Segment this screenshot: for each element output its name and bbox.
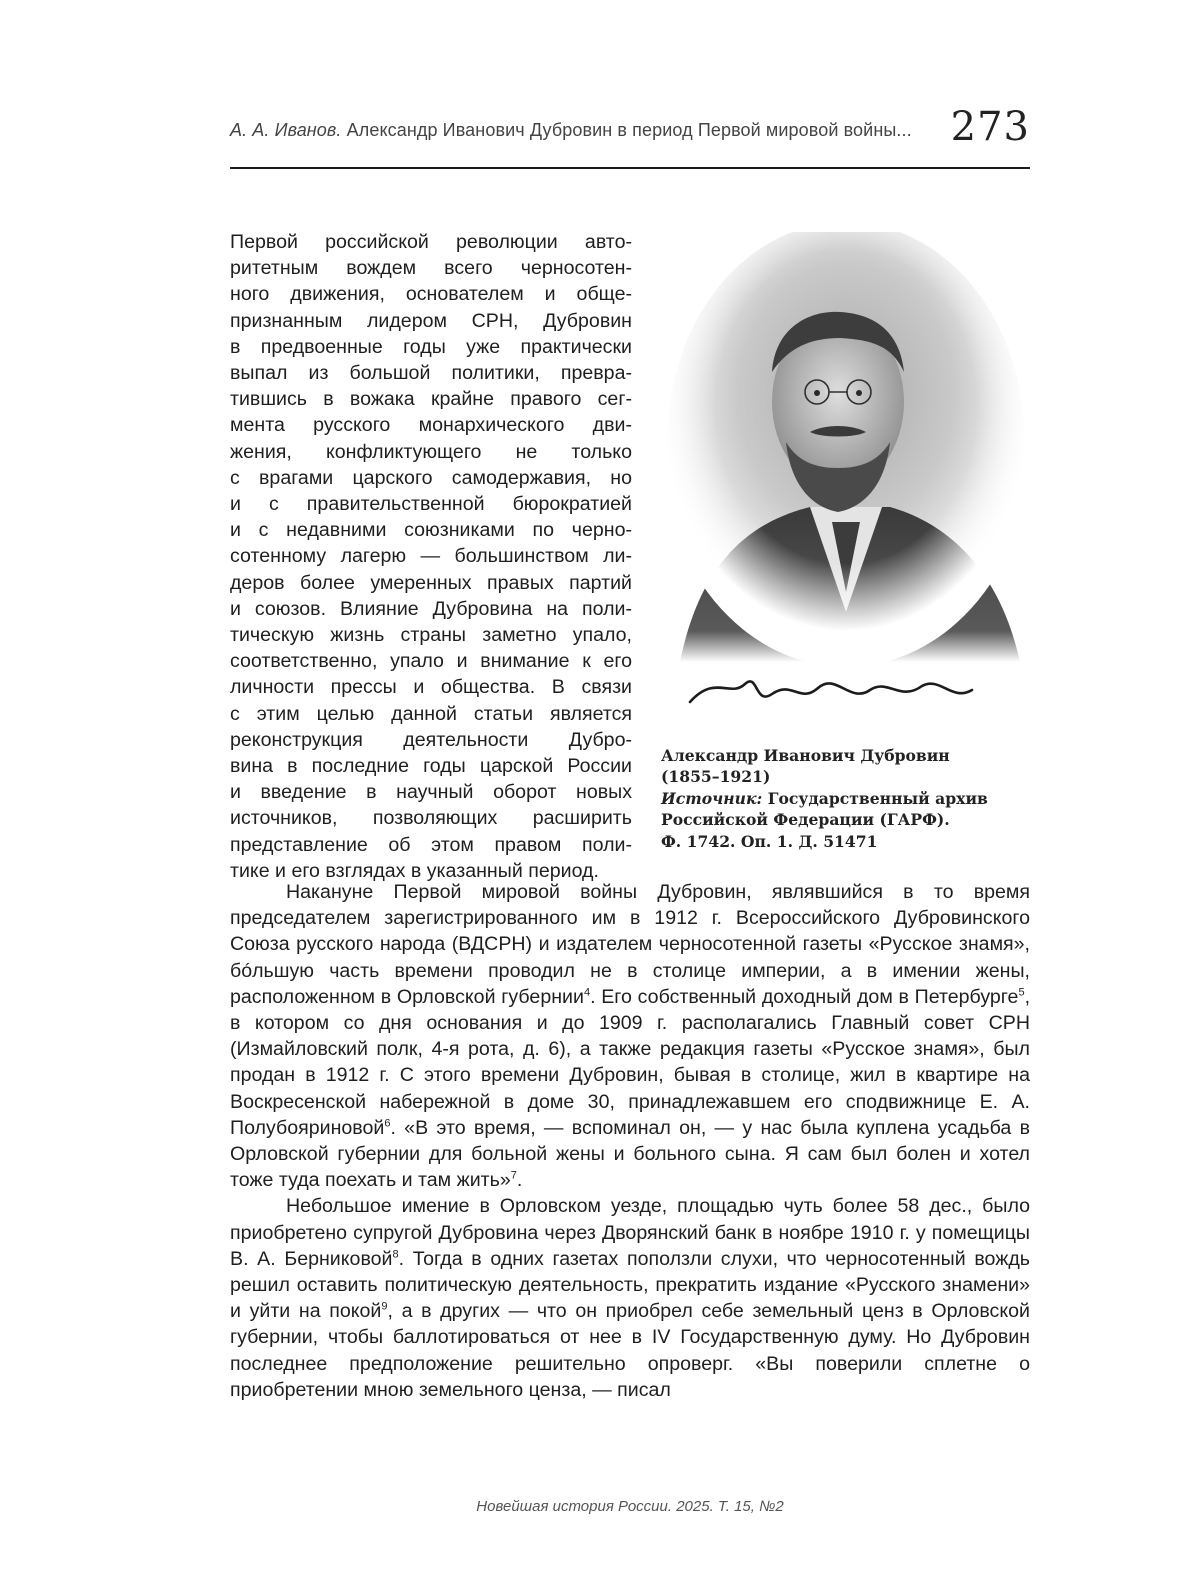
page-footer: Новейшая история России. 2025. Т. 15, №2	[476, 1498, 784, 1515]
portrait-photo	[660, 232, 1032, 732]
column-line: ного движения, основателем и обще-	[230, 283, 632, 306]
column-line: признанным лидером СРН, Дубровин	[230, 309, 632, 332]
column-line: тике и его взглядах в указанный период.	[230, 859, 599, 882]
column-line: деров более умеренных правых партий	[230, 571, 632, 594]
footnote-ref-7[interactable]: 7	[510, 1169, 517, 1182]
column-line: представление об этом правом поли-	[230, 833, 632, 856]
body-text	[230, 879, 1030, 1403]
text-run: Накануне Первой мировой войны Дубровин, являвшийся в то время председателем зарегистрированного им в 1912 г. Всероссийского Дубровинского Союза русского народа (ВДСРН) и издателем черносотенной газеты «Русское знамя», бóльшую часть времени проводил не в столице империи, а в имении жены, расположенном в Орловской губернии	[230, 881, 1030, 1008]
caption-name: Александр Иванович Дубровин	[661, 746, 950, 765]
text-run: . Его собственный доходный дом в Петербурге	[590, 985, 1019, 1008]
column-line: с этим целью данной статьи является	[230, 702, 632, 725]
column-line: вина в последние годы царской России	[230, 755, 632, 778]
column-line: и союзов. Влияние Дубровина на поли-	[230, 597, 632, 620]
page-number: 273	[950, 104, 1030, 150]
column-text	[230, 229, 632, 884]
text-run: , в котором со дня основания и до 1909 г. располагались Главный совет СРН (Измайловский полк, 4-я рота, д. 6), а также редакция газеты «Русское знамя», был продан в 1912 г. С этого времени Дубровин, бывая в столице, жил в квартире на Воскресенской набережной в доме 30, принадлежавшем его сподвижнице Е. А. Полубояриновой	[230, 985, 1031, 1139]
column-line: мента русского монархического дви-	[230, 414, 632, 437]
text-run: Небольшое имение в Орловском уезде, площадью чуть более 58 дес., было приобретено супругой Дубровина через Дворянский банк в ноябре 1910 г. у помещицы В. А. Берниковой	[230, 1195, 1030, 1270]
caption-source-label: Источник:	[661, 788, 763, 808]
caption-source-line-3: Ф. 1742. Оп. 1. Д. 51471	[661, 831, 878, 851]
caption-source-text: Государственный архив	[762, 788, 988, 808]
column-line: с врагами царского самодержавия, но	[230, 466, 632, 489]
column-line: тившись в вожака крайне правого сег-	[230, 388, 632, 411]
column-line: жения, конфликтующего не только	[230, 440, 632, 463]
footnote-ref-9[interactable]: 9	[381, 1300, 388, 1313]
running-author: А. А. Иванов.	[230, 120, 342, 140]
column-line: реконструкция деятельности Дубро-	[230, 728, 632, 751]
column-line: личности прессы и общества. В связи	[230, 676, 632, 699]
column-line: тическую жизнь страны заметно упало,	[230, 624, 632, 647]
column-line: сотенному лагерю — большинством ли-	[230, 545, 632, 568]
column-line: выпал из большой политики, превра-	[230, 362, 632, 385]
column-line: и с недавними союзниками по черно-	[230, 519, 632, 542]
caption-years: (1855–1921)	[661, 767, 771, 787]
portrait-figure	[660, 232, 1032, 732]
caption-source-line-2: Российской Федерации (ГАРФ).	[661, 810, 950, 830]
text-run: , а в других — что он приобрел себе земельный ценз в Орловской губернии, чтобы баллотироваться от нее в IV Государственную думу. Но Дубровин последнее предположение решительно опроверг. «Вы поверили сплетне о приобретении мною земельного ценза, — писал	[230, 1300, 1030, 1401]
running-article-title: Александр Иванович Дубровин в период Первой мировой войны...	[346, 120, 912, 140]
footnote-ref-5[interactable]: 5	[1018, 986, 1025, 999]
paragraph-1	[230, 879, 1030, 1193]
paragraph-2	[230, 1193, 1030, 1403]
footnote-ref-6[interactable]: 6	[384, 1117, 391, 1130]
column-line: ритетным вождем всего черносотен-	[230, 257, 632, 280]
column-line: и с правительственной бюрократией	[230, 493, 632, 516]
column-line: соответственно, упало и внимание к его	[230, 650, 632, 673]
running-header	[230, 104, 1030, 150]
text-run: . Тогда в одних газетах поползли слухи, что черносотенный вождь решил оставить политическую деятельность, прекратить издание «Русского знамени» и уйти на покой	[230, 1247, 1030, 1323]
signature-text: А. Дубровинъ.	[700, 705, 791, 719]
column-paragraph	[230, 229, 632, 884]
column-line: в предвоенные годы уже практически	[230, 335, 632, 358]
column-line: источников, позволяющих расширить	[230, 807, 632, 830]
caption-source-line	[661, 788, 1041, 809]
footnote-ref-4[interactable]: 4	[583, 986, 591, 999]
running-title	[230, 120, 912, 141]
text-run: . «В это время, — вспоминал он, — у нас была куплена усадьба в Орловской губернии для больной жены и больного сына. Я сам был болен и хотел тоже туда поехать и там жить»	[230, 1116, 1030, 1192]
column-line: и введение в научный оборот новых	[230, 781, 632, 804]
column-line: Первой российской революции авто-	[230, 231, 632, 253]
footnote-ref-8[interactable]: 8	[392, 1248, 399, 1261]
figure-caption	[661, 745, 1041, 852]
header-rule	[230, 167, 1030, 169]
text-run: .	[516, 1169, 523, 1192]
